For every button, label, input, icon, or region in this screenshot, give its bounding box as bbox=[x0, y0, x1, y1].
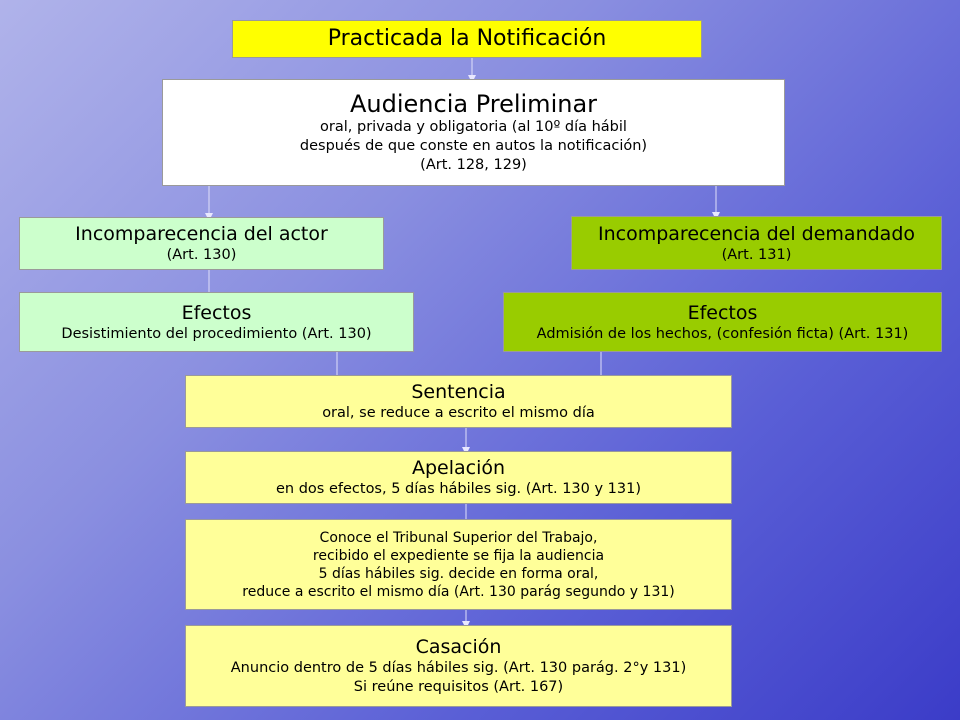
audiencia-line-2: después de que conste en autos la notificación) bbox=[299, 138, 648, 154]
apelacion-title: Apelación bbox=[411, 457, 506, 479]
tribunal-line-1: Conoce el Tribunal Superior del Trabajo, bbox=[319, 529, 598, 546]
efectos-demandado-sub: Admisión de los hechos, (confesión ficta) (Art. 131) bbox=[536, 325, 909, 342]
tribunal-line-4: reduce a escrito el mismo día (Art. 130 parág segundo y 131) bbox=[242, 583, 675, 600]
node-apelacion bbox=[185, 451, 732, 504]
node-audiencia bbox=[162, 79, 785, 186]
efectos-actor-title: Efectos bbox=[181, 301, 252, 324]
tribunal-line-2: recibido el expediente se fija la audiencia bbox=[312, 547, 605, 564]
node-sentencia bbox=[185, 375, 732, 428]
node-efectos-actor bbox=[19, 292, 414, 352]
audiencia-title: Audiencia Preliminar bbox=[349, 90, 598, 118]
node-incomp-actor bbox=[19, 217, 384, 270]
efectos-actor-sub: Desistimiento del procedimiento (Art. 130) bbox=[61, 325, 372, 342]
node-incomp-demandado bbox=[571, 216, 942, 270]
sentencia-title: Sentencia bbox=[411, 381, 506, 403]
apelacion-sub: en dos efectos, 5 días hábiles sig. (Art. 130 y 131) bbox=[276, 481, 641, 497]
incomp-demandado-sub: (Art. 131) bbox=[721, 246, 792, 263]
incomp-actor-title: Incomparecencia del actor bbox=[75, 223, 328, 245]
audiencia-line-3: (Art. 128, 129) bbox=[420, 157, 527, 173]
casacion-line-1: Anuncio dentro de 5 días hábiles sig. (Art. 130 parág. 2°y 131) bbox=[230, 660, 687, 676]
casacion-line-2: Si reúne requisitos (Art. 167) bbox=[353, 679, 564, 695]
efectos-demandado-title: Efectos bbox=[687, 301, 758, 324]
incomp-demandado-title: Incomparecencia del demandado bbox=[598, 222, 915, 245]
casacion-title: Casación bbox=[415, 636, 502, 658]
node-casacion bbox=[185, 625, 732, 707]
audiencia-line-1: oral, privada y obligatoria (al 10º día hábil bbox=[320, 119, 627, 135]
incomp-actor-sub: (Art. 130) bbox=[166, 247, 237, 263]
notificacion-title: Practicada la Notificación bbox=[327, 26, 607, 51]
sentencia-sub: oral, se reduce a escrito el mismo día bbox=[322, 405, 595, 421]
node-tribunal bbox=[185, 519, 732, 610]
tribunal-line-3: 5 días hábiles sig. decide en forma oral, bbox=[318, 565, 599, 582]
node-notificacion bbox=[232, 20, 702, 58]
node-efectos-demandado bbox=[503, 292, 942, 352]
